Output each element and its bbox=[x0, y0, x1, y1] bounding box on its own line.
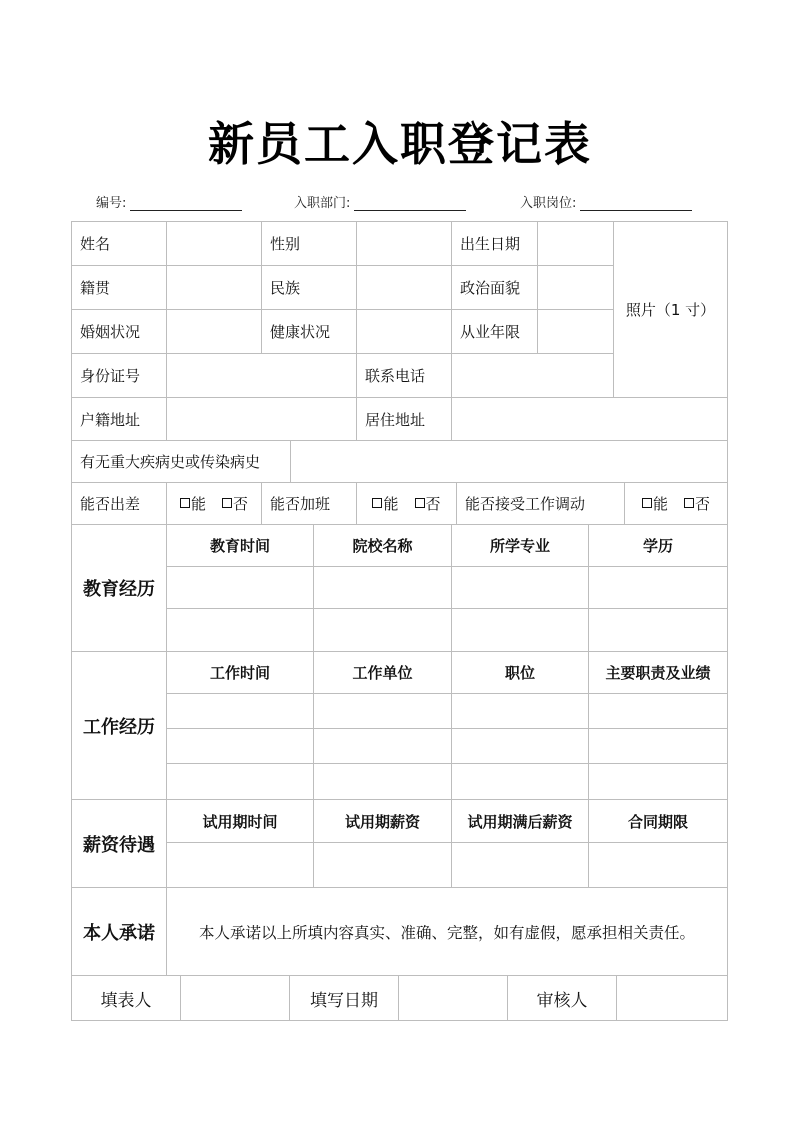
checkbox-icon[interactable] bbox=[222, 498, 232, 508]
position-label: 入职岗位: bbox=[520, 196, 577, 211]
label-health-status: 健康状况 bbox=[261, 309, 357, 354]
input-residence-address[interactable] bbox=[451, 397, 728, 441]
overtime-no[interactable]: 否 bbox=[415, 493, 441, 514]
label-fill-date: 填写日期 bbox=[289, 975, 399, 1021]
label-gender: 性别 bbox=[261, 221, 357, 266]
label-political-status: 政治面貌 bbox=[451, 265, 538, 310]
label-filler: 填表人 bbox=[71, 975, 181, 1021]
work-cell[interactable] bbox=[313, 728, 452, 764]
label-disease-history: 有无重大疾病史或传染病史 bbox=[71, 440, 291, 483]
input-ethnicity[interactable] bbox=[356, 265, 452, 310]
work-cell[interactable] bbox=[166, 693, 314, 729]
edu-header-school: 院校名称 bbox=[313, 524, 452, 567]
pledge-text: 本人承诺以上所填内容真实、准确、完整，如有虚假，愿承担相关责任。 bbox=[166, 887, 728, 976]
label-household-address: 户籍地址 bbox=[71, 397, 167, 441]
edu-cell[interactable] bbox=[313, 566, 452, 609]
label-business-trip: 能否出差 bbox=[71, 482, 167, 525]
form-title: 新员工入职登记表 bbox=[208, 117, 592, 171]
work-cell[interactable] bbox=[451, 728, 589, 764]
edu-cell[interactable] bbox=[588, 566, 728, 609]
edu-header-time: 教育时间 bbox=[166, 524, 314, 567]
work-cell[interactable] bbox=[166, 728, 314, 764]
salary-cell[interactable] bbox=[313, 842, 452, 888]
label-birth-date: 出生日期 bbox=[451, 221, 538, 266]
work-header-employer: 工作单位 bbox=[313, 651, 452, 694]
salary-cell[interactable] bbox=[588, 842, 728, 888]
section-pledge: 本人承诺 bbox=[71, 887, 167, 976]
input-marital-status[interactable] bbox=[166, 309, 262, 354]
input-birth-date[interactable] bbox=[537, 221, 614, 266]
input-disease-history[interactable] bbox=[290, 440, 728, 483]
section-salary: 薪资待遇 bbox=[71, 799, 167, 888]
work-cell[interactable] bbox=[313, 693, 452, 729]
work-header-title: 职位 bbox=[451, 651, 589, 694]
number-label: 编号: bbox=[96, 196, 127, 211]
salary-cell[interactable] bbox=[451, 842, 589, 888]
business-trip-yes[interactable]: 能 bbox=[180, 493, 206, 514]
salary-header-regular-salary: 试用期满后薪资 bbox=[451, 799, 589, 843]
input-reviewer[interactable] bbox=[616, 975, 728, 1021]
work-cell[interactable] bbox=[166, 763, 314, 800]
label-marital-status: 婚姻状况 bbox=[71, 309, 167, 354]
department-label: 入职部门: bbox=[294, 196, 351, 211]
input-id-number[interactable] bbox=[166, 353, 357, 398]
salary-header-probation-salary: 试用期薪资 bbox=[313, 799, 452, 843]
option-transfer bbox=[624, 482, 728, 525]
position-field[interactable] bbox=[580, 195, 692, 211]
overtime-yes[interactable]: 能 bbox=[372, 493, 398, 514]
registration-table bbox=[72, 222, 728, 1022]
photo-box[interactable]: 照片（1 寸） bbox=[613, 221, 728, 398]
input-phone[interactable] bbox=[451, 353, 614, 398]
input-filler[interactable] bbox=[180, 975, 290, 1021]
input-native-place[interactable] bbox=[166, 265, 262, 310]
label-phone: 联系电话 bbox=[356, 353, 452, 398]
salary-header-contract-term: 合同期限 bbox=[588, 799, 728, 843]
work-cell[interactable] bbox=[588, 693, 728, 729]
edu-cell[interactable] bbox=[588, 608, 728, 652]
edu-cell[interactable] bbox=[313, 608, 452, 652]
label-transfer: 能否接受工作调动 bbox=[456, 482, 625, 525]
input-political-status[interactable] bbox=[537, 265, 614, 310]
work-cell[interactable] bbox=[451, 763, 589, 800]
input-name[interactable] bbox=[166, 221, 262, 266]
meta-number bbox=[96, 192, 242, 211]
label-overtime: 能否加班 bbox=[261, 482, 357, 525]
input-household-address[interactable] bbox=[166, 397, 357, 441]
label-years-in-industry: 从业年限 bbox=[451, 309, 538, 354]
meta-department bbox=[294, 192, 466, 211]
label-native-place: 籍贯 bbox=[71, 265, 167, 310]
option-overtime bbox=[356, 482, 457, 525]
label-residence-address: 居住地址 bbox=[356, 397, 452, 441]
edu-header-degree: 学历 bbox=[588, 524, 728, 567]
edu-header-major: 所学专业 bbox=[451, 524, 589, 567]
salary-header-probation-period: 试用期时间 bbox=[166, 799, 314, 843]
work-header-duties: 主要职责及业绩 bbox=[588, 651, 728, 694]
salary-cell[interactable] bbox=[166, 842, 314, 888]
work-cell[interactable] bbox=[451, 693, 589, 729]
checkbox-icon[interactable] bbox=[684, 498, 694, 508]
edu-cell[interactable] bbox=[451, 608, 589, 652]
input-fill-date[interactable] bbox=[398, 975, 508, 1021]
input-years-in-industry[interactable] bbox=[537, 309, 614, 354]
checkbox-icon[interactable] bbox=[415, 498, 425, 508]
number-field[interactable] bbox=[130, 195, 242, 211]
transfer-no[interactable]: 否 bbox=[684, 493, 710, 514]
input-health-status[interactable] bbox=[356, 309, 452, 354]
checkbox-icon[interactable] bbox=[642, 498, 652, 508]
label-name: 姓名 bbox=[71, 221, 167, 266]
meta-position bbox=[520, 192, 692, 211]
edu-cell[interactable] bbox=[451, 566, 589, 609]
label-ethnicity: 民族 bbox=[261, 265, 357, 310]
option-business-trip bbox=[166, 482, 262, 525]
checkbox-icon[interactable] bbox=[372, 498, 382, 508]
section-education: 教育经历 bbox=[71, 524, 167, 652]
input-gender[interactable] bbox=[356, 221, 452, 266]
department-field[interactable] bbox=[354, 195, 466, 211]
label-reviewer: 审核人 bbox=[507, 975, 617, 1021]
edu-cell[interactable] bbox=[166, 566, 314, 609]
section-work: 工作经历 bbox=[71, 651, 167, 800]
business-trip-no[interactable]: 否 bbox=[222, 493, 248, 514]
work-header-time: 工作时间 bbox=[166, 651, 314, 694]
work-cell[interactable] bbox=[313, 763, 452, 800]
work-cell[interactable] bbox=[588, 728, 728, 764]
edu-cell[interactable] bbox=[166, 608, 314, 652]
transfer-yes[interactable]: 能 bbox=[642, 493, 668, 514]
checkbox-icon[interactable] bbox=[180, 498, 190, 508]
work-cell[interactable] bbox=[588, 763, 728, 800]
label-id-number: 身份证号 bbox=[71, 353, 167, 398]
